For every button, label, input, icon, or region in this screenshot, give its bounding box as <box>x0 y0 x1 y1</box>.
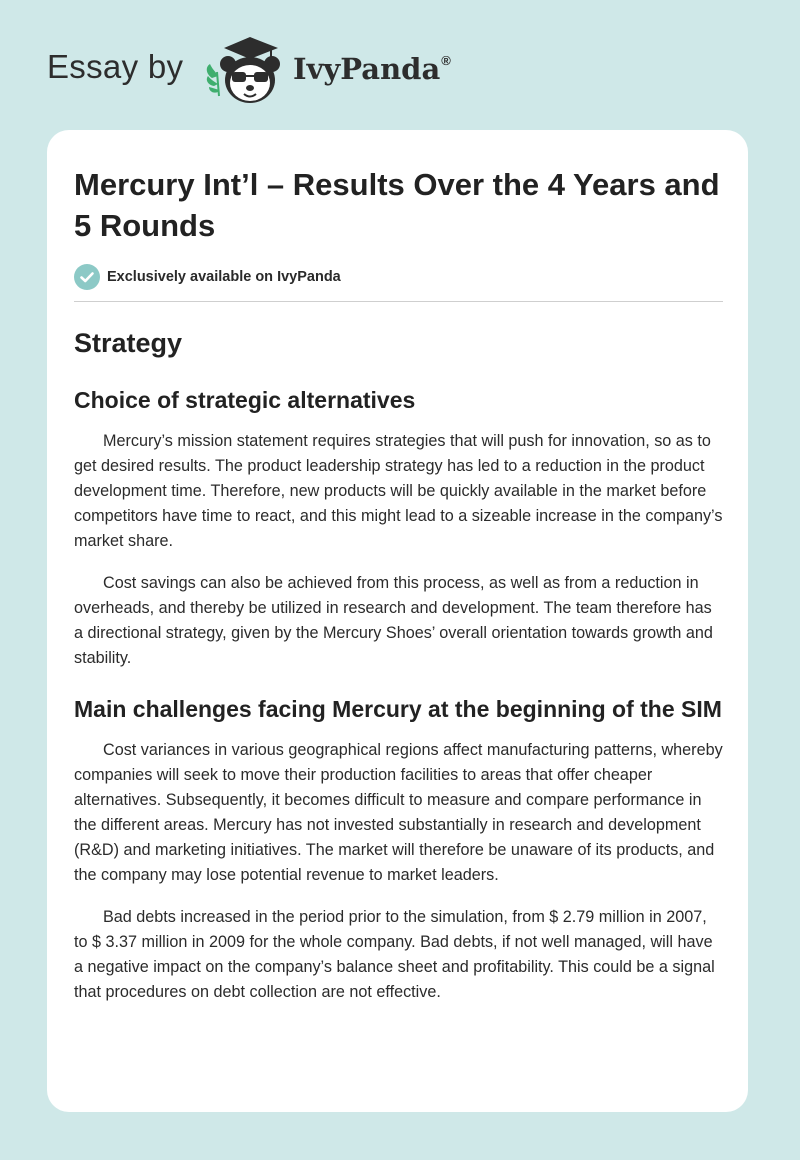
paragraph: Cost savings can also be achieved from this process, as well as from a reduction in overheads, and thereby be utilized in research and development. The team therefore has a directional strategy, given by the Mercury Shoes’ overall orientation towards growth and stability. <box>74 574 713 667</box>
exclusive-badge-text: Exclusively available on IvyPanda <box>107 269 341 285</box>
article-title: Mercury Int’l – Results Over the 4 Years and 5 Rounds <box>74 167 720 243</box>
paragraph: Bad debts increased in the period prior to the simulation, from $ 2.79 million in 2007, to $ 3.37 million in 2009 for the whole company. Bad debts, if not well managed, will have a negative impact on the company’s balance sheet and profitability. This could be a signal that procedures on debt collection are not effective. <box>74 908 715 1001</box>
site-header <box>47 34 507 114</box>
article-card <box>47 130 748 1112</box>
section-heading-strategy: Strategy <box>74 328 183 358</box>
exclusive-badge <box>74 262 724 292</box>
paragraph: Mercury’s mission statement requires strategies that will push for innovation, so as to get desired results. The product leadership strategy has led to a reduction in the product development time. Therefore, new products will be quickly available in the market before competitors have time to react, and this might lead to a sizeable increase in the company’s market share. <box>74 432 723 550</box>
check-circle-icon <box>74 264 100 290</box>
subsection-heading-main-challenges: Main challenges facing Mercury at the beginning of the SIM <box>74 696 722 722</box>
subsection-heading-strategic-alternatives: Choice of strategic alternatives <box>74 387 416 413</box>
brand-name[interactable]: IvyPanda® <box>293 52 451 86</box>
divider <box>74 301 723 302</box>
panda-graduate-icon[interactable] <box>202 34 290 110</box>
article-content <box>74 164 724 1005</box>
paragraph: Cost variances in various geographical regions affect manufacturing patterns, whereby companies will seek to move their production facilities to areas that offer cheaper alternatives. Subsequently, it becomes difficult to measure and compare performance in the different areas. Mercury has not invested substantially in research and development (R&D) and marketing initiatives. The market will therefore be unaware of its products, and the company may lose potential revenue to market leaders. <box>74 741 723 884</box>
essay-by-label: Essay by <box>47 48 184 85</box>
